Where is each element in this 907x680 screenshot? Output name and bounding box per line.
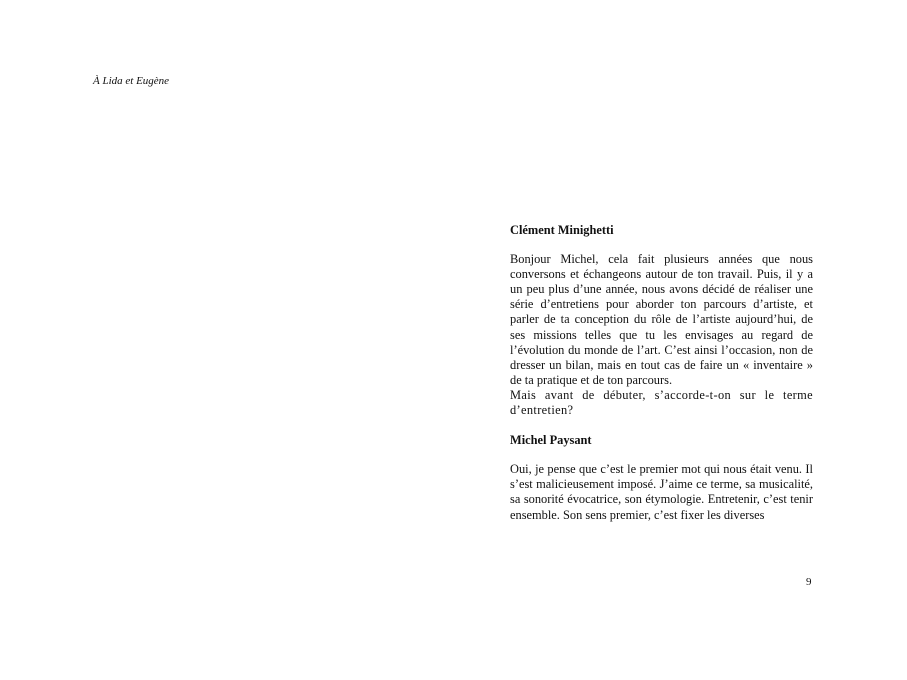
page-number: 9 <box>806 576 812 588</box>
paragraph-intro: Bonjour Michel, cela fait plusieurs années que nous conversons et échangeons autour de ton travail. Puis, il y a un peu plus d’une année, nous avons décidé de réaliser une série d’entretiens pour aborder ton parcours d’artiste, et parler de ta conception du rôle de l’artiste aujourd’hui, de ses missions telles que tu les envisages au regard de l’évolution du monde de l’art. C’est ainsi l’occasion, non de dresser un bilan, mais en tout cas de faire un « inventaire » de ta pratique et de ton parcours. <box>510 252 813 387</box>
paragraph-answer: Oui, je pense que c’est le premier mot qui nous était venu. Il s’est malicieusement imposé. J’aime ce terme, sa musicalité, sa sonorité évocatrice, son étymologie. Entretenir, c’est tenir ensemble. Son sens premier, c’est fixer les diverses <box>510 462 813 522</box>
block-gap <box>510 418 813 433</box>
paragraph-question: Mais avant de débuter, s’accorde-t-on sur le terme d’entretien? <box>510 387 813 418</box>
dedication: À Lida et Eugène <box>93 75 170 87</box>
right-page-text <box>510 223 813 523</box>
speaker-name-clement: Clément Minighetti <box>510 223 614 237</box>
speaker-name-michel: Michel Paysant <box>510 433 592 448</box>
